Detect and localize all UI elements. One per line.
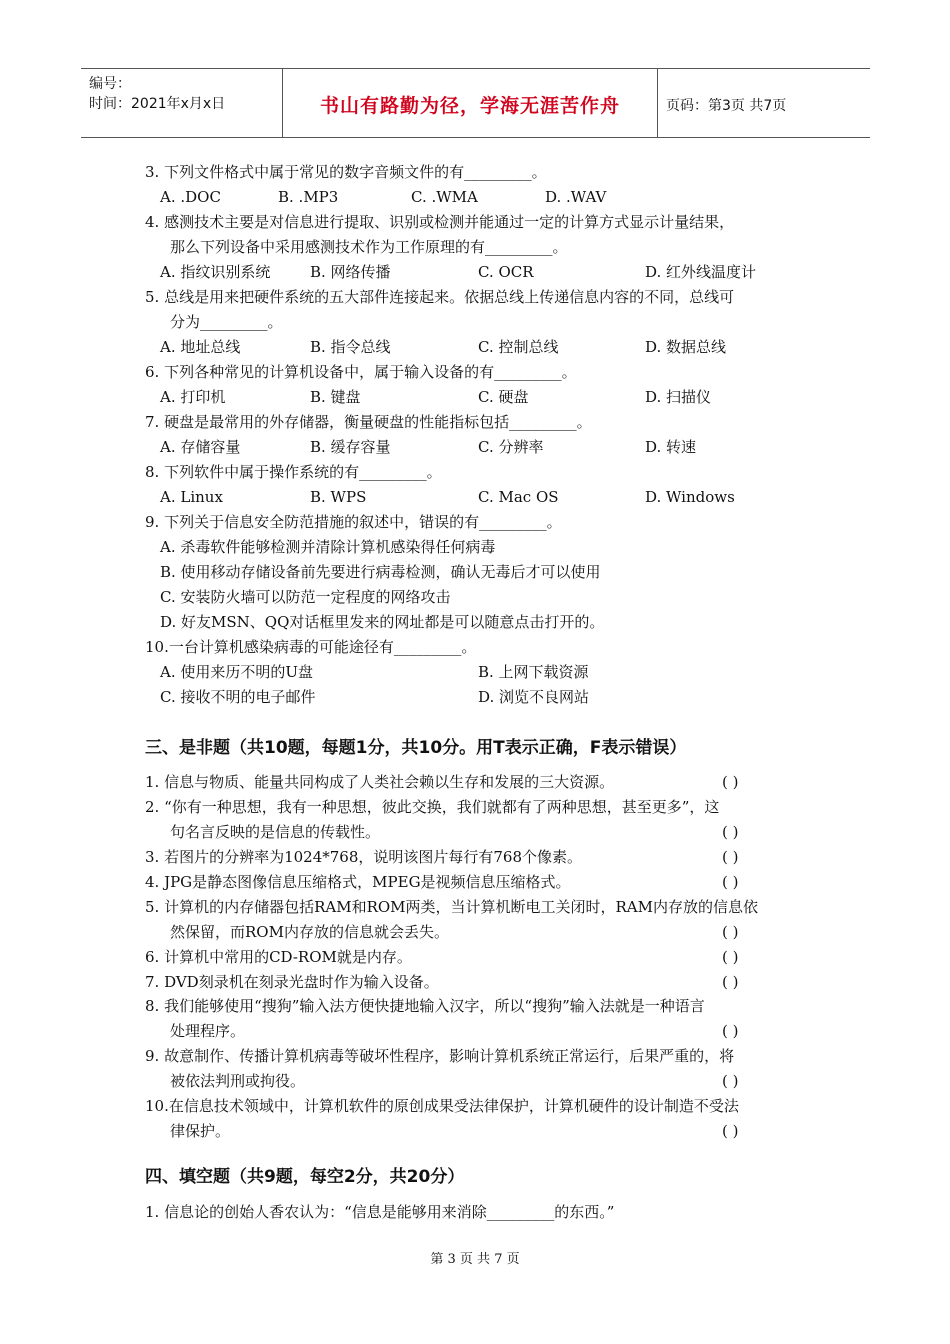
q5-option-d: D. 数据总线 <box>645 338 727 356</box>
q7-option-b: B. 缓存容量 <box>310 438 391 456</box>
q9-option-c: C. 安装防火墙可以防范一定程度的网络攻击 <box>160 588 451 606</box>
q4-option-a: A. 指纹识别系统 <box>160 263 271 281</box>
question-5-stem-line2: 分为_________。 <box>170 313 283 331</box>
tf-item-5-line2: 然保留，而ROM内存放的信息就会丢失。 <box>170 923 449 941</box>
q6-option-a: A. 打印机 <box>160 388 226 406</box>
q4-option-c: C. OCR <box>478 263 534 281</box>
tf-item-1: 1. 信息与物质、能量共同构成了人类社会赖以生存和发展的三大资源。 <box>145 773 615 791</box>
q5-option-c: C. 控制总线 <box>478 338 559 356</box>
tf-item-6: 6. 计算机中常用的CD-ROM就是内存。 <box>145 948 412 966</box>
header-motto-cell <box>283 69 658 137</box>
tf-answer-7: ( ) <box>722 973 739 991</box>
question-3-stem: 3. 下列文件格式中属于常见的数字音频文件的有_________。 <box>145 163 547 181</box>
question-5-stem-line1: 5. 总线是用来把硬件系统的五大部件连接起来。依据总线上传递信息内容的不同，总线可 <box>145 288 735 306</box>
q10-option-c: C. 接收不明的电子邮件 <box>160 688 316 706</box>
question-9-stem: 9. 下列关于信息安全防范措施的叙述中，错误的有_________。 <box>145 513 562 531</box>
tf-item-3: 3. 若图片的分辨率为1024*768，说明该图片每行有768个像素。 <box>145 848 583 866</box>
q9-option-d: D. 好友MSN、QQ对话框里发来的网址都是可以随意点击打开的。 <box>160 613 605 631</box>
q8-option-c: C. Mac OS <box>478 488 559 506</box>
header-page-cell <box>658 69 870 137</box>
tf-item-8-line1: 8. 我们能够使用“搜狗”输入法方便快捷地输入汉字，所以“搜狗”输入法就是一种语言 <box>145 997 705 1015</box>
tf-item-10-line2: 律保护。 <box>170 1122 231 1140</box>
q6-option-d: D. 扫描仪 <box>645 388 712 406</box>
q7-option-d: D. 转速 <box>645 438 697 456</box>
question-4-stem-line2: 那么下列设备中采用感测技术作为工作原理的有_________。 <box>170 238 568 256</box>
q7-option-c: C. 分辨率 <box>478 438 544 456</box>
date-label: 时间：2021年x月x日 <box>89 96 226 112</box>
q5-option-a: A. 地址总线 <box>160 338 241 356</box>
tf-item-2-line2: 句名言反映的是信息的传载性。 <box>170 823 381 841</box>
q8-option-a: A. Linux <box>160 488 223 506</box>
page-label: 页码：第3页 共7页 <box>666 98 787 114</box>
tf-item-5-line1: 5. 计算机的内存储器包括RAM和ROM两类，当计算机断电工关闭时，RAM内存放的信息依 <box>145 898 759 916</box>
page-header <box>81 68 870 138</box>
motto: 书山有路勤为径，学海无涯苦作舟 <box>319 95 620 117</box>
q6-option-c: C. 硬盘 <box>478 388 529 406</box>
tf-answer-2: ( ) <box>722 823 739 841</box>
q8-option-b: B. WPS <box>310 488 367 506</box>
tf-answer-8: ( ) <box>722 1022 739 1040</box>
q3-option-d: D. .WAV <box>545 188 607 206</box>
question-4-stem-line1: 4. 感测技术主要是对信息进行提取、识别或检测并能通过一定的计算方式显示计量结果， <box>145 213 735 231</box>
q9-option-a: A. 杀毒软件能够检测并清除计算机感染得任何病毒 <box>160 538 496 556</box>
q4-option-b: B. 网络传播 <box>310 263 391 281</box>
tf-answer-10: ( ) <box>722 1122 739 1140</box>
question-10-stem: 10.一台计算机感染病毒的可能途径有_________。 <box>145 638 477 656</box>
q3-option-a: A. .DOC <box>160 188 221 206</box>
q6-option-b: B. 键盘 <box>310 388 361 406</box>
tf-answer-6: ( ) <box>722 948 739 966</box>
q10-option-b: B. 上网下载资源 <box>478 663 589 681</box>
tf-item-2-line1: 2. “你有一种思想，我有一种思想，彼此交换，我们就都有了两种思想，甚至更多”，这 <box>145 798 720 816</box>
tf-item-7: 7. DVD刻录机在刻录光盘时作为输入设备。 <box>145 973 439 991</box>
q10-option-a: A. 使用来历不明的U盘 <box>160 663 314 681</box>
tf-item-4: 4. JPG是静态图像信息压缩格式，MPEG是视频信息压缩格式。 <box>145 873 571 891</box>
question-7-stem: 7. 硬盘是最常用的外存储器，衡量硬盘的性能指标包括_________。 <box>145 413 592 431</box>
q3-option-c: C. .WMA <box>411 188 478 206</box>
tf-answer-9: ( ) <box>722 1072 739 1090</box>
question-8-stem: 8. 下列软件中属于操作系统的有_________。 <box>145 463 442 481</box>
q9-option-b: B. 使用移动存储设备前先要进行病毒检测，确认无毒后才可以使用 <box>160 563 601 581</box>
tf-item-9-line2: 被依法判刑或拘役。 <box>170 1072 306 1090</box>
tf-answer-3: ( ) <box>722 848 739 866</box>
tf-answer-1: ( ) <box>722 773 739 791</box>
q7-option-a: A. 存储容量 <box>160 438 241 456</box>
q4-option-d: D. 红外线温度计 <box>645 263 757 281</box>
fill-question-1: 1. 信息论的创始人香农认为：“信息是能够用来消除_________的东西。” <box>145 1203 615 1221</box>
question-6-stem: 6. 下列各种常见的计算机设备中，属于输入设备的有_________。 <box>145 363 577 381</box>
tf-item-10-line1: 10.在信息技术领域中，计算机软件的原创成果受法律保护，计算机硬件的设计制造不受法 <box>145 1097 739 1115</box>
serial-label: 编号： <box>89 76 131 92</box>
q5-option-b: B. 指令总线 <box>310 338 391 356</box>
q10-option-d: D. 浏览不良网站 <box>478 688 590 706</box>
header-meta-cell <box>81 69 283 137</box>
section-true-false-title: 三、是非题（共10题，每题1分，共10分。用T表示正确，F表示错误） <box>145 738 687 758</box>
tf-answer-5: ( ) <box>722 923 739 941</box>
tf-item-9-line1: 9. 故意制作、传播计算机病毒等破坏性程序，影响计算机系统正常运行，后果严重的，将 <box>145 1047 735 1065</box>
page-footer: 第 3 页 共 7 页 <box>430 1252 520 1267</box>
tf-item-8-line2: 处理程序。 <box>170 1022 246 1040</box>
q8-option-d: D. Windows <box>645 488 735 506</box>
section-fill-blank-title: 四、填空题（共9题，每空2分，共20分） <box>145 1167 465 1187</box>
q3-option-b: B. .MP3 <box>278 188 339 206</box>
tf-answer-4: ( ) <box>722 873 739 891</box>
